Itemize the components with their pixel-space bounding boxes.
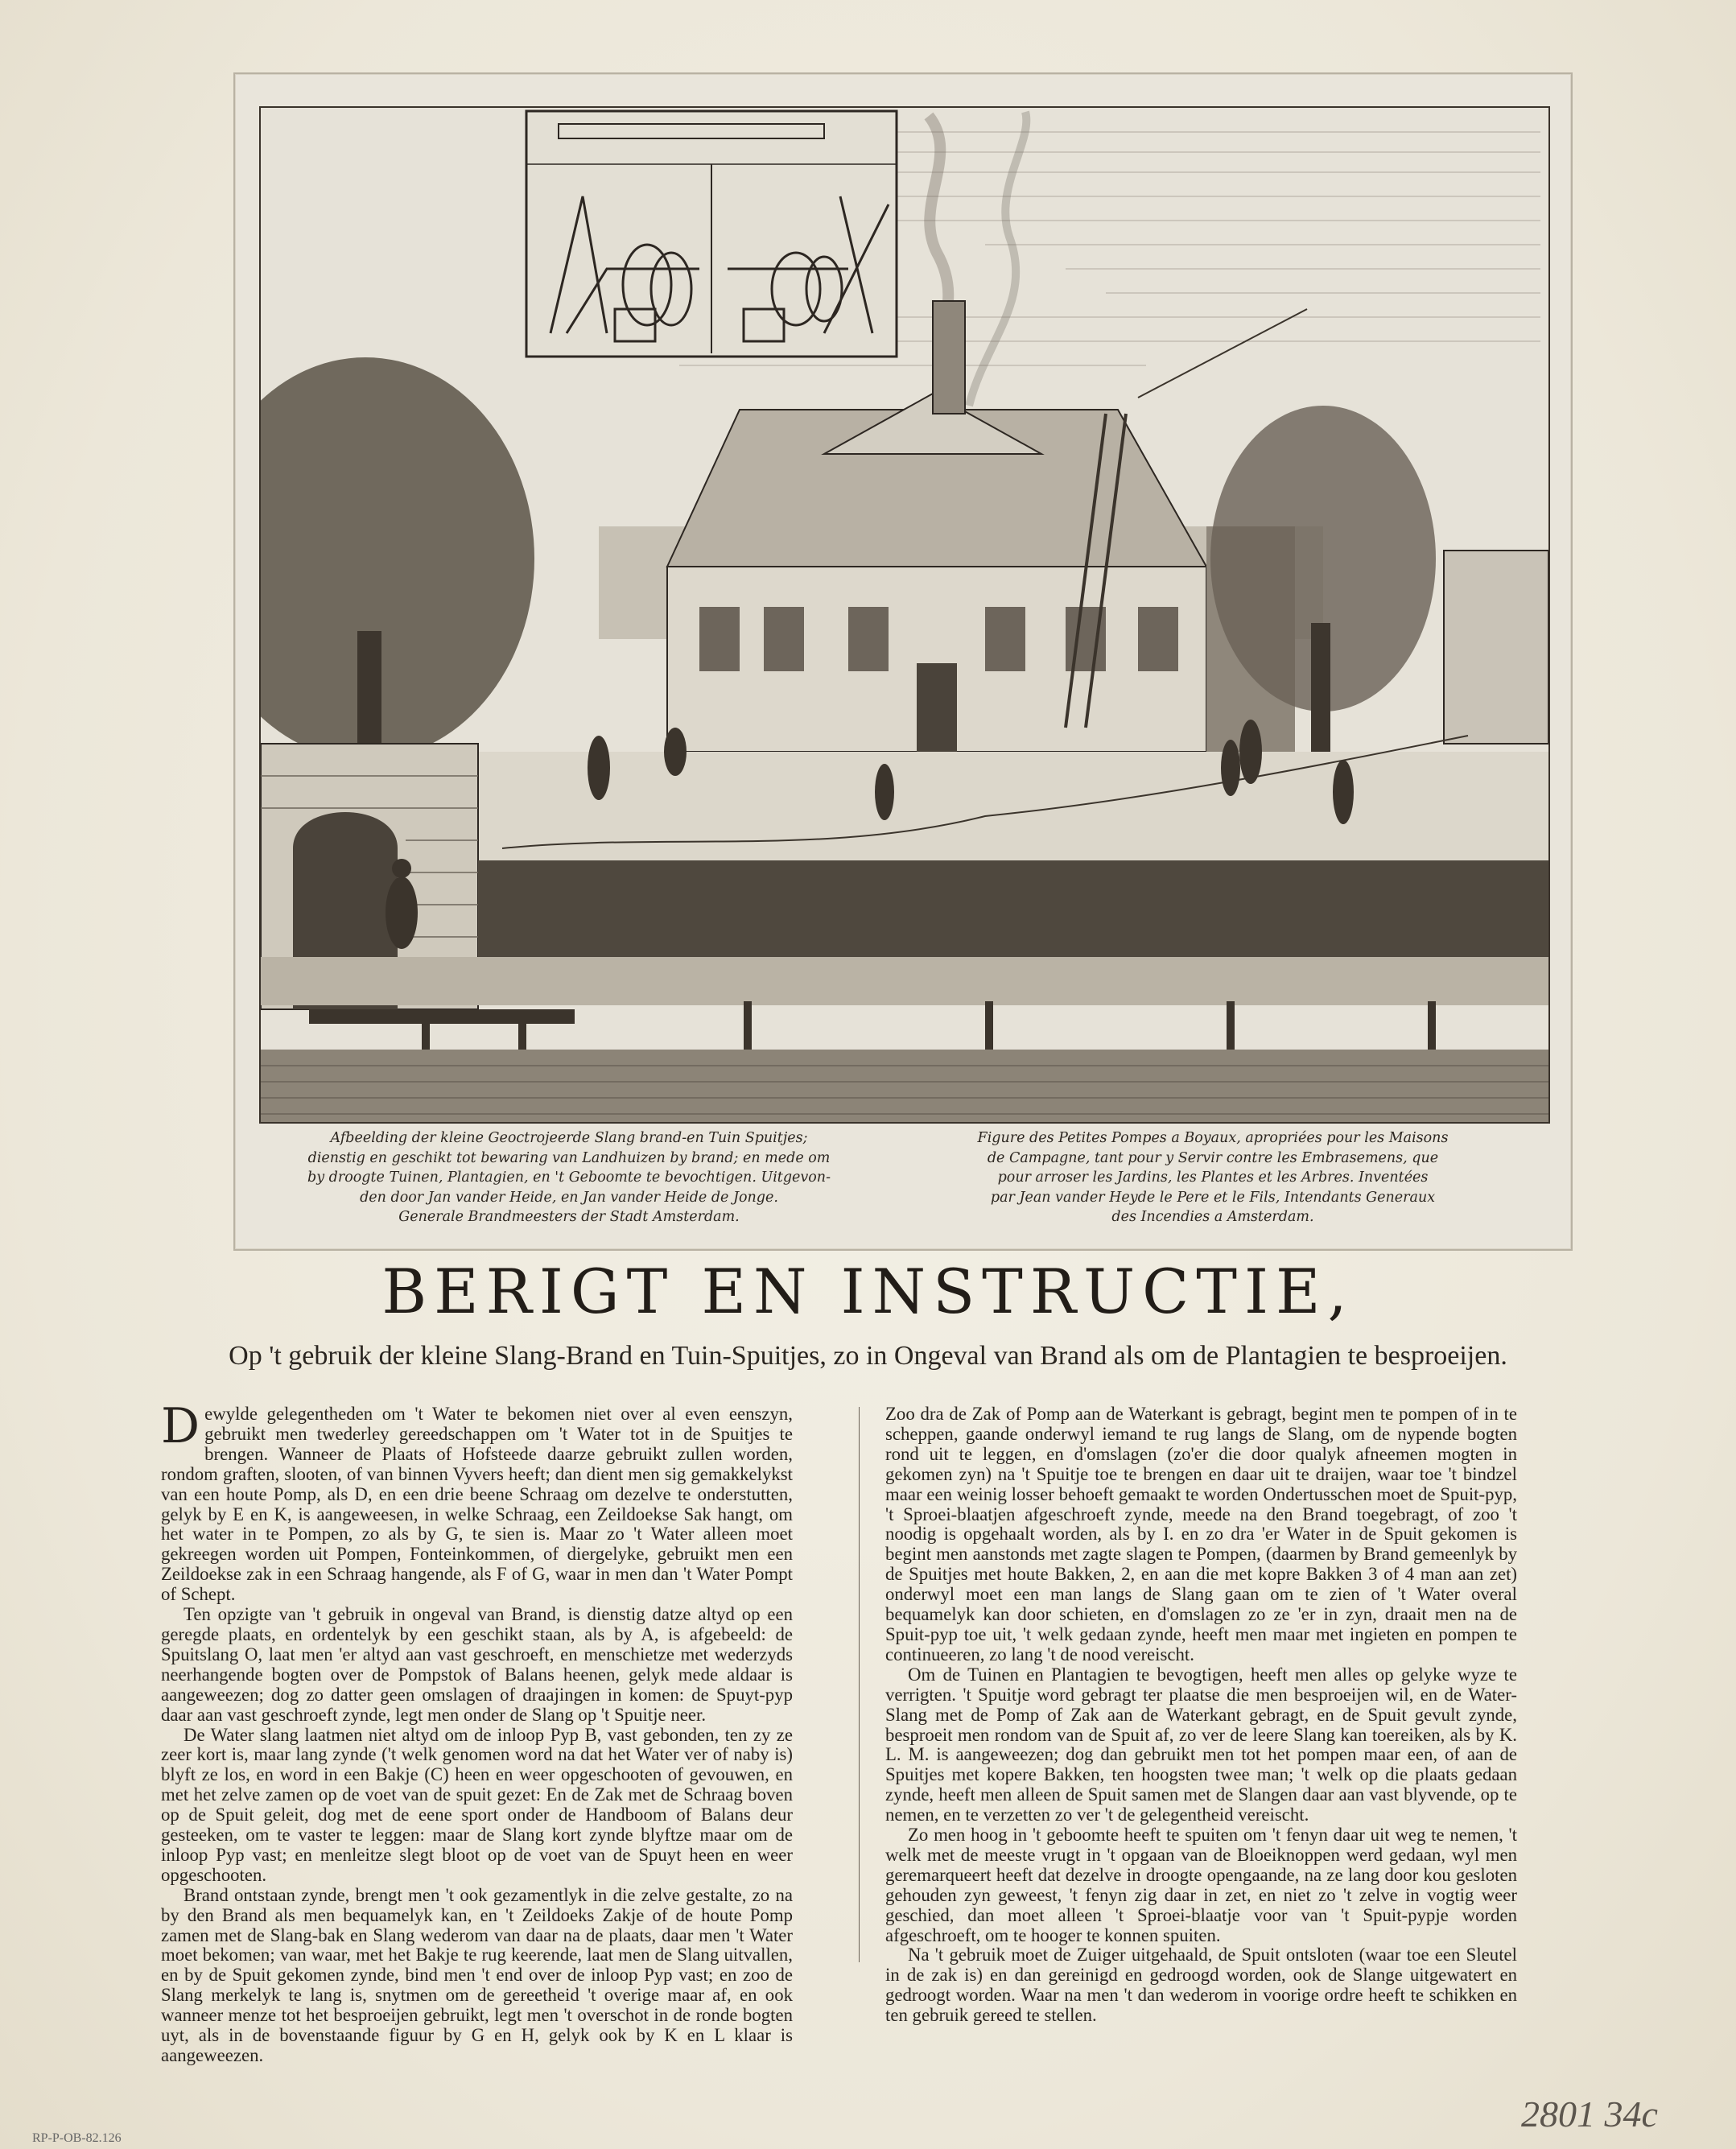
instruction-column-right [885, 1404, 1517, 2026]
paragraph: Dewylde gelegentheden om 't Water te bekomen niet over al even eenszyn, gebruikt men twederley gereedschappen om 't Water tot in de Spuitjes te brengen. Wanneer de Plaats of Hofsteede daarze gebruikt zullen worden, rondom graften, slooten, of van binnen Vyvers heeft; dan dient men sig gemakkelykst van een houte Pomp, als D, en een drie beene Schraag om dezelve te onderstutten, gelyk by E en K, is aangeweesen, in welke Schraag, een Zeildoekse Sak hangt, om het water in te Pompen, zo als by G, te sien is. Maar zo 't Water alleen moet gekreegen worden uit Pompen, Fonteinkommen, of diergelyke, gebruikt men een Zeildoekse zak in een Schraag hangende, als F of G, waar in men dan 't Water Pompt of Schept. [161, 1398, 793, 1605]
instruction-column-left [161, 1398, 793, 2066]
engraving-illustration [259, 106, 1550, 1124]
caption-dutch: Afbeelding der kleine Geoctrojeerde Slang brand-en Tuin Spuitjes; dienstig en geschikt tot bewaring van Landhuizen by brand; en mede om by droogte Tuinen, Plantagien, en 't Geboomte te bevochtigen. Uitgevon- den door Jan vander Heide, en Jan vander Heide de Jonge. Generale Brandmeesters der Stadt Amsterdam. [307, 1130, 831, 1225]
hedge [478, 860, 1548, 957]
canal-water [261, 1050, 1548, 1122]
inventory-note: 2801 34c [1521, 2093, 1658, 2135]
caption-french: Figure des Petites Pompes a Boyaux, apropriées pour les Maisons de Campagne, tant pour y Servir contre les Embrasemens, que pour arroser les Jardins, les Plantes et les Arbres. Inventées par Jean vander Heyde le Pere et le Fils, Intendants Generaux des Incendies a Amsterdam. [977, 1130, 1449, 1225]
paragraph: Om de Tuinen en Plantagien te bevogtigen, heeft men alles op gelyke wyze te verrigten. 't Spuitje word gebragt ter plaatse die men besproeijen wil, en de Water-Slang met de Pomp of Zak aan de Waterkant gebragt, en de Spuit gevult zynde, besproeit men rondom van de Spuit af, zo ver de leere Slang kan toereiken, als by K. L. M. is aangeweezen; dog dan gebruikt men tot het pompen maar een, of aan de Spuitjes met kopere Bakken, ten hoogsten twee man; 't welk op die plaats gedaan zynde, heeft men alleen de Spuit samen met de Slangen daar aan vast blyvende, op te nemen, en te verzetten zo ver 't de gelegentheid vereischt. [885, 1664, 1517, 1825]
drop-cap: D [161, 1398, 200, 1454]
paragraph: Brand ontstaan zynde, brengt men 't ook gezamentlyk in die zelve gestalte, zo na by den Brand als men bequamelyk kan, en 't Zeildoeks Zakje of de houte Pomp zamen met de Slang-bak en Slang wederom van daar na de plaats, daar men 't Water moet bekomen; van waar, met het Bakje te rug keerende, laat men de Slang uitvallen, en by de Spuit gekomen zynde, bind men 't end over de inloop Pyp vast; en zoo de Slang merkelyk te lang is, snytmen om de gereetheid 't overige maar af, en ook wanneer menze tot het besproeijen gebruikt, legt men 't overschot in de ronde bogten uyt, als in de bovenstaande figuur by G en H, gelyk ook by K en L klaar is aangeweezen. [161, 1884, 793, 2065]
engraved-plate [233, 72, 1573, 1251]
paragraph: Ten opzigte van 't gebruik in ongeval van Brand, is dienstig datze altyd op een geregde plaats, en ordentelyk by een geschikt staan, als by A, is afgebeeld: de Spuitslang O, laat men 'er altyd aan vast geschroeft, en menschietze met wederzyds neerhangende bogten over de Pompstok of Balans heenen, gelyk mede aldaar is aangeweezen; dog zo datter geen omslagen of draajingen in komen: de Spuyt-pyp daar aan vast geschroeft zynde, legt men onder de Slang op 't Spuitje neer. [161, 1604, 793, 1725]
reference-number: RP-P-OB-82.126 [32, 2131, 122, 2145]
page-subtitle: Op 't gebruik der kleine Slang-Brand en Tuin-Spuitjes, zo in Ongeval van Brand als om de Plantagien te besproeijen. [229, 1341, 1507, 1371]
column-divider [859, 1407, 860, 1962]
page-title: BERIGT EN INSTRUCTIE, [381, 1256, 1355, 1327]
country-house-fire-scene [261, 108, 1548, 1122]
paragraph: De Water slang laatmen niet altyd om de inloop Pyp B, vast gebonden, ten zy ze zeer kort is, maar lang zynde ('t welk genomen word na dat het Water ver of naby is) blyft ze los, en word in een Bakje (C) heen en weer opgeschooten of gevouwen, en met het zelve zamen op de voet van de spuit gezet: En de Zak met de Schraag boven op de Spuit geleit, dog met de eene sport onder de Handboom of Balans deur gesteeken, om te vaster te leggen: maar de Slang kort zynde blyftze maar om de inloop Pyp vast; en menleitze slegt bloot op de voet van de Spuyt heen en weer opgeschooten. [161, 1724, 793, 1885]
paragraph: Zoo dra de Zak of Pomp aan de Waterkant is gebragt, begint men te pompen of in te scheppen, gaande onderwyl iemand te rug langs de Slang, om de nypende bogten rond uit te leggen, en d'omslagen (zo'er die door qualyk afneemen mogten in gekomen zyn) na 't Spuitje toe te brengen en daar uit te draijen, waar toe 't bindzel maar een weinig losser behoeft gemaakt te worden Ondertusschen moet de Spuit-pyp, 't Sproei-blaatjen afgeschroeft zynde, meede na den Brand toegebragt, of zoo 't noodig is opgehaalt worden, als by I. en zo dra 'er Water in de Spuit gekomen is begint men aanstonds met zagte slagen te Pompen, (daarmen by Brand gemeenlyk by de Spuitjes met houte Bakken, 2, en aan die met kopre Bakken 3 of 4 man aan zet) onderwyl moet een man langs de Slang gaan om te zien of 't Water overal bequamelyk kan door schieten, en d'omslagen zo ze 'er in zyn, draait men na de Spuit-pyp toe uit, 't welk gedaan zynde, heeft men maar met ingieten en pompen te continueeren, zo lang 't de nood vereischt. [885, 1404, 1517, 1664]
paragraph: Zo men hoog in 't geboomte heeft te spuiten om 't fenyn daar uit weg te nemen, 't welk met de meeste vrugt in 't opgaan van de Bloeiknoppen werd gedaan, wyl men geremarqueert heeft dat dezelve in droogte opengaande, na ze lang door kou gesloten gehouden zyn geweest, 't fenyn zig daar in zet, en niet zo 't zelve in vogtig weer geschied, dan moet alleen 't Sproei-blaatje voor van 't Spuit-pypje worden afgeschroeft, om te hooger te konnen spuiten. [885, 1825, 1517, 1945]
paragraph: Na 't gebruik moet de Zuiger uitgehaald, de Spuit ontsloten (waar toe een Sleutel in de zak is) en dan gereinigd en gedroogd worden, ook de Slange uitgewatert en gedroogt worden. Waar na men 't dan wederom in voorige ordre heeft te schikken en ten gebruik gereed te stellen. [885, 1945, 1517, 2026]
inset-pump-diagram [526, 111, 897, 357]
